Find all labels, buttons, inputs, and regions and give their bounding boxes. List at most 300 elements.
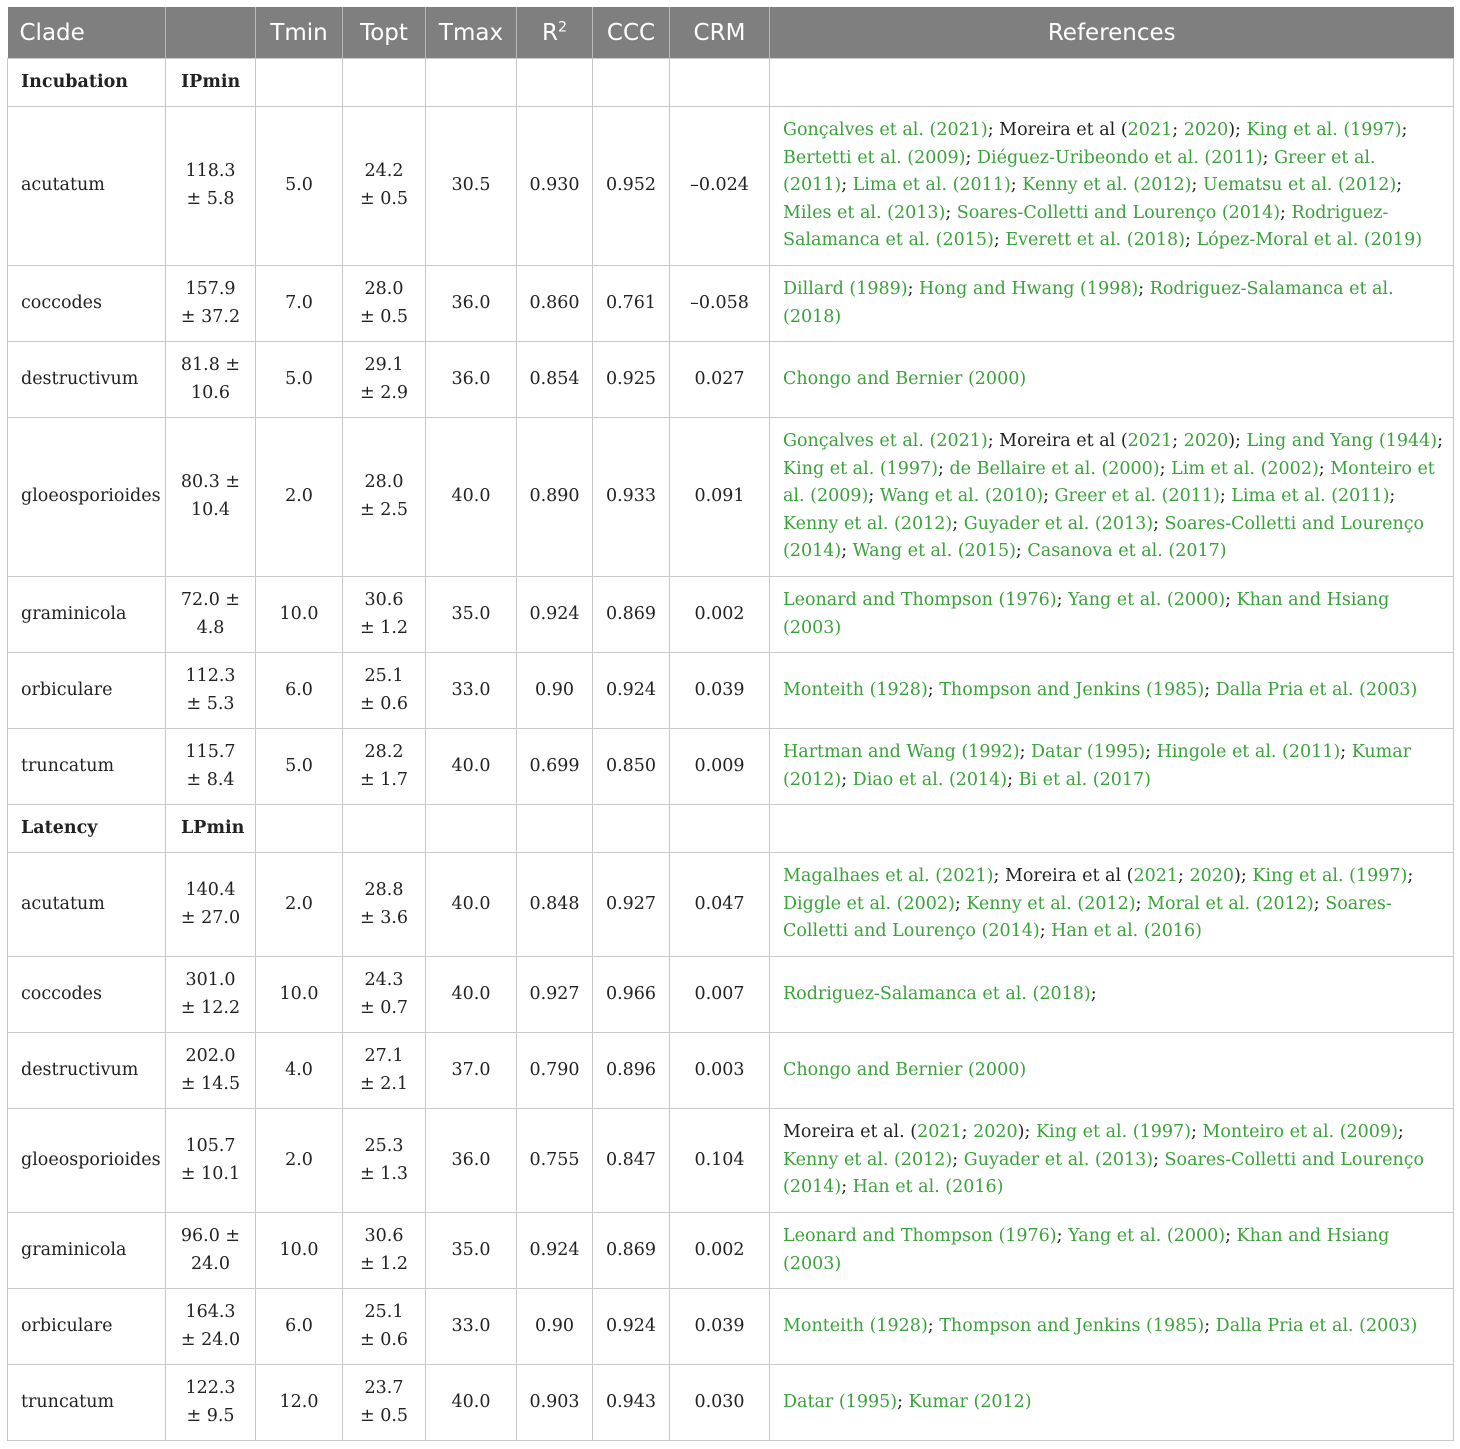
references-cell [770,266,1454,342]
ccc-cell: 0.847 [593,1109,670,1213]
reference-text: ; [993,230,1006,251]
clade-cell: coccodes [8,266,166,342]
tmax-cell: 40.0 [426,957,517,1033]
reference-text: ; [907,278,920,299]
references-cell [770,957,1454,1033]
reference-text: ; [1185,230,1197,251]
references-cell [770,107,1454,266]
reference-link[interactable]: Datar (1995) [1031,741,1146,762]
reference-link[interactable]: Dalla Pria et al. (2003) [1215,679,1418,700]
references-cell [770,853,1454,957]
reference-text: ; [952,1149,964,1170]
reference-link[interactable]: Datar (1995) [783,1391,898,1412]
reference-link[interactable]: Leonard and Thompson (1976) [783,589,1057,610]
reference-link[interactable]: Khan and Hsiang (2003) [783,1225,1390,1274]
reference-text: ; [1397,1122,1404,1143]
col-header-variable [166,7,256,59]
reference-text: ; [952,513,964,534]
tmax-cell: 40.0 [426,729,517,805]
reference-text: ; [1313,893,1326,914]
empty-cell [593,805,670,853]
tmin-cell: 10.0 [256,957,343,1033]
table-body [8,59,1454,1441]
references-cell [770,1365,1454,1441]
crm-cell: 0.007 [670,957,770,1033]
ccc-cell: 0.933 [593,418,670,577]
reference-link[interactable]: Guyader et al. (2013) [963,513,1154,534]
empty-cell [670,59,770,107]
reference-link[interactable]: Monteith (1928) [783,1315,928,1336]
reference-link[interactable]: Monteith (1928) [783,679,928,700]
ccc-cell: 0.952 [593,107,670,266]
topt-cell: 28.0 ± 2.5 [343,418,426,577]
reference-link[interactable]: Han et al. (2016) [1051,921,1202,942]
tmax-cell: 37.0 [426,1033,517,1109]
reference-link[interactable]: Chongo and Bernier (2000) [783,368,1027,389]
reference-text: ; [1204,1315,1216,1336]
reference-text: ; [1039,921,1052,942]
reference-link[interactable]: de Bellaire et al. (2000) [949,458,1160,479]
reference-text: ); [1228,431,1247,452]
reference-link[interactable]: Lima et al. (2011) [852,175,1011,196]
reference-text: ; [841,1177,853,1198]
topt-cell: 25.3 ± 1.3 [343,1109,426,1213]
crm-cell: –0.058 [670,266,770,342]
tmax-cell: 33.0 [426,653,517,729]
reference-link[interactable]: Yang et al. (2000) [1068,589,1226,610]
references-cell [770,1289,1454,1365]
topt-cell: 30.6 ± 1.2 [343,577,426,653]
references-cell [770,1213,1454,1289]
table-row [8,107,1454,266]
tmax-cell: 40.0 [426,853,517,957]
r2-cell: 0.924 [517,1213,593,1289]
reference-link[interactable]: Guyader et al. (2013) [963,1149,1154,1170]
reference-text: ; [841,769,853,790]
table-row [8,266,1454,342]
reference-link[interactable]: López-Moral et al. (2019) [1196,230,1423,251]
reference-text: ; [1007,769,1019,790]
crm-cell: 0.039 [670,1289,770,1365]
reference-link[interactable]: Greer et al. (2011) [783,147,1376,196]
reference-link[interactable]: Kenny et al. (2012) [783,513,953,534]
empty-cell [670,805,770,853]
r2-cell: 0.90 [517,653,593,729]
reference-text: ; [1090,983,1097,1004]
reference-text: ; [1135,893,1148,914]
reference-link[interactable]: Diggle et al. (2002) [783,893,955,914]
clade-cell: orbiculare [8,653,166,729]
reference-link[interactable]: Dalla Pria et al. (2003) [1215,1315,1418,1336]
reference-link[interactable]: 2020 [973,1122,1018,1143]
topt-cell: 28.2 ± 1.7 [343,729,426,805]
reference-text: ; [1191,175,1203,196]
reference-link[interactable]: Yang et al. (2000) [1068,1225,1226,1246]
reference-text: ; [897,1391,909,1412]
reference-text: ; [1389,486,1396,507]
empty-cell [426,805,517,853]
section-row [8,805,1454,853]
tmax-cell: 30.5 [426,107,517,266]
reference-link[interactable]: Wang et al. (2010) [879,486,1044,507]
reference-link[interactable]: Thompson and Jenkins (1985) [939,679,1205,700]
reference-link[interactable]: Soares-Colletti and Lourenço (2014) [783,513,1425,562]
clade-cell: graminicola [8,1213,166,1289]
min-period-cell: 81.8 ± 10.6 [166,342,256,418]
table-row [8,418,1454,577]
reference-text: ; [841,541,853,562]
ccc-cell: 0.896 [593,1033,670,1109]
topt-cell: 24.3 ± 0.7 [343,957,426,1033]
empty-cell [770,805,1454,853]
table-row [8,1289,1454,1365]
reference-link[interactable]: Monteiro et al. (2009) [1202,1122,1398,1143]
reference-text: ; [1396,175,1403,196]
reference-text: ; [1204,679,1216,700]
references-cell [770,653,1454,729]
reference-text: ; [1437,431,1444,452]
tmin-cell: 2.0 [256,853,343,957]
min-period-cell: 96.0 ± 24.0 [166,1213,256,1289]
section-label: Incubation [8,59,166,107]
min-period-cell: 164.3 ± 24.0 [166,1289,256,1365]
reference-link[interactable]: 2021 [1127,120,1173,141]
tmin-cell: 10.0 [256,577,343,653]
empty-cell [256,59,343,107]
reference-link[interactable]: Gonçalves et al. (2021) [783,120,988,141]
crm-cell: 0.009 [670,729,770,805]
reference-text: ); [1017,1122,1036,1143]
tmax-cell: 36.0 [426,342,517,418]
r2-cell: 0.903 [517,1365,593,1441]
reference-link[interactable]: Moral et al. (2012) [1147,893,1314,914]
topt-cell: 30.6 ± 1.2 [343,1213,426,1289]
min-period-cell: 72.0 ± 4.8 [166,577,256,653]
min-period-cell: 118.3 ± 5.8 [166,107,256,266]
crm-cell: 0.002 [670,1213,770,1289]
reference-link[interactable]: Hong and Hwang (1998) [919,278,1139,299]
ccc-cell: 0.869 [593,577,670,653]
min-period-cell: 105.7 ± 10.1 [166,1109,256,1213]
empty-cell [343,59,426,107]
tmin-cell: 12.0 [256,1365,343,1441]
reference-link[interactable]: Chongo and Bernier (2000) [783,1059,1027,1080]
clade-cell: truncatum [8,1365,166,1441]
reference-link[interactable]: Casanova et al. (2017) [1027,541,1227,562]
table-row [8,653,1454,729]
topt-cell: 29.1 ± 2.9 [343,342,426,418]
topt-cell: 28.0 ± 0.5 [343,266,426,342]
references-cell [770,418,1454,577]
col-header-r2: $R^2$ [517,7,593,59]
empty-cell [517,805,593,853]
reference-link[interactable]: 2020 [1183,120,1229,141]
reference-text: ); [1234,866,1253,887]
tmax-cell: 36.0 [426,1109,517,1213]
reference-link[interactable]: Uematsu et al. (2012) [1202,175,1397,196]
reference-text: ; [965,147,977,168]
table-row [8,729,1454,805]
reference-link[interactable]: Kenny et al. (2012) [783,1149,953,1170]
section-variable: IPmin [166,59,256,107]
reference-link[interactable]: Soares-Colletti and Lourenço (2014) [783,1149,1425,1198]
topt-cell: 24.2 ± 0.5 [343,107,426,266]
tmin-cell: 5.0 [256,342,343,418]
clade-cell: destructivum [8,342,166,418]
reference-link[interactable]: 2021 [1127,431,1173,452]
reference-link[interactable]: Rodriguez-Salamanca et al. (2015) [783,202,1389,251]
clade-cell: truncatum [8,729,166,805]
ccc-cell: 0.966 [593,957,670,1033]
empty-cell [426,59,517,107]
reference-text: ; [1056,589,1069,610]
reference-text: ; [1145,741,1157,762]
topt-cell: 27.1 ± 2.1 [343,1033,426,1109]
tmin-cell: 4.0 [256,1033,343,1109]
reference-link[interactable]: Rodriguez-Salamanca et al. (2018) [783,278,1394,327]
reference-link[interactable]: Lima et al. (2011) [1231,486,1390,507]
min-period-cell: 122.3 ± 9.5 [166,1365,256,1441]
r2-cell: 0.790 [517,1033,593,1109]
table-row [8,577,1454,653]
r2-cell: 0.927 [517,957,593,1033]
reference-link[interactable]: Han et al. (2016) [852,1177,1004,1198]
clade-cell: acutatum [8,107,166,266]
reference-text: ; [1401,120,1408,141]
tmax-cell: 36.0 [426,266,517,342]
reference-link[interactable]: Bertetti et al. (2009) [783,147,966,168]
reference-text: ; [1043,486,1055,507]
reference-text: ; [927,679,940,700]
col-header-clade: Clade [8,7,166,59]
crm-cell: 0.003 [670,1033,770,1109]
reference-link[interactable]: Hartman and Wang (1992) [783,741,1020,762]
reference-link[interactable]: Dillard (1989) [783,278,908,299]
tmin-cell: 5.0 [256,729,343,805]
empty-cell [343,805,426,853]
crm-cell: 0.027 [670,342,770,418]
table-row [8,342,1454,418]
r2-cell: 0.699 [517,729,593,805]
r2-cell: 0.860 [517,266,593,342]
reference-text: ; [1190,1122,1203,1143]
r2-cell: 0.90 [517,1289,593,1365]
topt-cell: 25.1 ± 0.6 [343,653,426,729]
crm-cell: –0.024 [670,107,770,266]
reference-link[interactable]: Kumar (2012) [908,1391,1032,1412]
crm-cell: 0.091 [670,418,770,577]
reference-text: ; [1138,278,1150,299]
reference-link[interactable]: Diéguez-Uribeondo et al. (2011) [976,147,1263,168]
ccc-cell: 0.925 [593,342,670,418]
reference-link[interactable]: King et al. (1997) [1246,120,1402,141]
reference-text: ; [1262,147,1275,168]
min-period-cell: 112.3 ± 5.3 [166,653,256,729]
reference-link[interactable]: Everett et al. (2018) [1005,230,1185,251]
tmax-cell: 35.0 [426,577,517,653]
r2-cell: 0.854 [517,342,593,418]
references-cell [770,577,1454,653]
r2-cell: 0.848 [517,853,593,957]
reference-text: ; [954,893,967,914]
r2-cell: 0.930 [517,107,593,266]
table-row [8,1033,1454,1109]
table-row [8,1365,1454,1441]
reference-link[interactable]: Lim et al. (2002) [1171,458,1319,479]
empty-cell [593,59,670,107]
reference-text: Moreira et al. ( [783,1122,918,1143]
reference-link[interactable]: Miles et al. (2013) [783,202,946,223]
reference-text: ; [1015,541,1028,562]
reference-text: ; [927,1315,940,1336]
tmax-cell: 40.0 [426,1365,517,1441]
reference-link[interactable]: Soares-Colletti and Lourenço (2014) [783,893,1392,942]
reference-text: ; [938,458,950,479]
reference-link[interactable]: Monteiro et al. (2009) [783,458,1435,507]
section-label: Latency [8,805,166,853]
reference-link[interactable]: Greer et al. (2011) [1054,486,1220,507]
reference-link[interactable]: King et al. (1997) [1252,866,1408,887]
r2-cell: 0.924 [517,577,593,653]
min-period-cell: 157.9 ± 37.2 [166,266,256,342]
reference-text: ); [1228,120,1247,141]
table-row [8,957,1454,1033]
reference-link[interactable]: Hingole et al. (2011) [1156,741,1341,762]
empty-cell [517,59,593,107]
reference-link[interactable]: Thompson and Jenkins (1985) [939,1315,1205,1336]
tmax-cell: 35.0 [426,1213,517,1289]
clade-cell: orbiculare [8,1289,166,1365]
reference-link[interactable]: 2021 [1133,866,1179,887]
col-header-crm: CRM [670,7,770,59]
reference-link[interactable]: King et al. (1997) [783,458,939,479]
tmin-cell: 2.0 [256,418,343,577]
min-period-cell: 202.0 ± 14.5 [166,1033,256,1109]
tmin-cell: 2.0 [256,1109,343,1213]
reference-text: ; [1178,866,1190,887]
ccc-cell: 0.924 [593,653,670,729]
reference-link[interactable]: Kumar (2012) [783,741,1412,790]
empty-cell [770,59,1454,107]
references-cell [770,1033,1454,1109]
clade-cell: coccodes [8,957,166,1033]
tmin-cell: 7.0 [256,266,343,342]
reference-link[interactable]: Leonard and Thompson (1976) [783,1225,1057,1246]
col-header-topt: Topt [343,7,426,59]
reference-link[interactable]: Rodriguez-Salamanca et al. (2018) [783,983,1091,1004]
table-header [8,7,1454,59]
col-header-tmin: Tmin [256,7,343,59]
ccc-cell: 0.927 [593,853,670,957]
section-row [8,59,1454,107]
reference-link[interactable]: 2021 [917,1122,962,1143]
topt-cell: 25.1 ± 0.6 [343,1289,426,1365]
crm-cell: 0.002 [670,577,770,653]
reference-text: ; [1172,431,1184,452]
clade-cell: destructivum [8,1033,166,1109]
topt-cell: 23.7 ± 0.5 [343,1365,426,1441]
tmin-cell: 6.0 [256,1289,343,1365]
section-variable: LPmin [166,805,256,853]
clade-cell: gloeosporioides [8,1109,166,1213]
min-period-cell: 115.7 ± 8.4 [166,729,256,805]
clade-cell: graminicola [8,577,166,653]
reference-link[interactable]: Ling and Yang (1944) [1246,431,1438,452]
reference-text: ; [961,1122,974,1143]
reference-text: ; [1225,1225,1237,1246]
crm-cell: 0.104 [670,1109,770,1213]
references-cell [770,729,1454,805]
col-header-tmax: Tmax [426,7,517,59]
min-period-cell: 140.4 ± 27.0 [166,853,256,957]
clade-cell: acutatum [8,853,166,957]
tmin-cell: 10.0 [256,1213,343,1289]
reference-link[interactable]: Bi et al. (2017) [1018,769,1151,790]
reference-text: ; Moreira et al ( [987,431,1128,452]
clade-cell: gloeosporioides [8,418,166,577]
reference-link[interactable]: Kenny et al. (2012) [966,893,1136,914]
ccc-cell: 0.761 [593,266,670,342]
references-cell [770,1109,1454,1213]
ccc-cell: 0.869 [593,1213,670,1289]
reference-link[interactable]: Khan and Hsiang (2003) [783,589,1390,638]
ccc-cell: 0.943 [593,1365,670,1441]
reference-text: ; [1153,1149,1165,1170]
table-row [8,1213,1454,1289]
crm-cell: 0.047 [670,853,770,957]
min-period-cell: 301.0 ± 12.2 [166,957,256,1033]
r2-cell: 0.755 [517,1109,593,1213]
reference-text: ; [945,202,957,223]
ccc-cell: 0.924 [593,1289,670,1365]
crm-cell: 0.030 [670,1365,770,1441]
col-header-ccc: CCC [593,7,670,59]
col-header-references: References [770,7,1454,59]
reference-text: ; [1318,458,1331,479]
tmax-cell: 33.0 [426,1289,517,1365]
reference-text: ; [868,486,880,507]
reference-text: ; Moreira et al ( [993,866,1134,887]
tmin-cell: 6.0 [256,653,343,729]
reference-text: ; [1407,866,1414,887]
ccc-cell: 0.850 [593,729,670,805]
table-row [8,853,1454,957]
reference-link[interactable]: 2020 [1189,866,1235,887]
table-row [8,1109,1454,1213]
reference-link[interactable]: King et al. (1997) [1035,1122,1191,1143]
empty-cell [256,805,343,853]
reference-link[interactable]: Kenny et al. (2012) [1022,175,1192,196]
reference-link[interactable]: Magalhaes et al. (2021) [783,866,994,887]
reference-link[interactable]: 2020 [1183,431,1229,452]
reference-text: ; [841,175,853,196]
reference-link[interactable]: Soares-Colletti and Lourenço (2014) [956,202,1281,223]
references-cell [770,342,1454,418]
r2-cell: 0.890 [517,418,593,577]
clade-temperature-table [7,7,1454,1441]
reference-link[interactable]: Gonçalves et al. (2021) [783,431,988,452]
tmin-cell: 5.0 [256,107,343,266]
reference-link[interactable]: Diao et al. (2014) [852,769,1008,790]
reference-text: ; Moreira et al ( [987,120,1128,141]
reference-text: ; [1056,1225,1069,1246]
reference-text: ; [1153,513,1165,534]
reference-text: ; [1225,589,1237,610]
reference-text: ; [1172,120,1184,141]
reference-text: ; [1010,175,1023,196]
reference-link[interactable]: Wang et al. (2015) [852,541,1016,562]
min-period-cell: 80.3 ± 10.4 [166,418,256,577]
